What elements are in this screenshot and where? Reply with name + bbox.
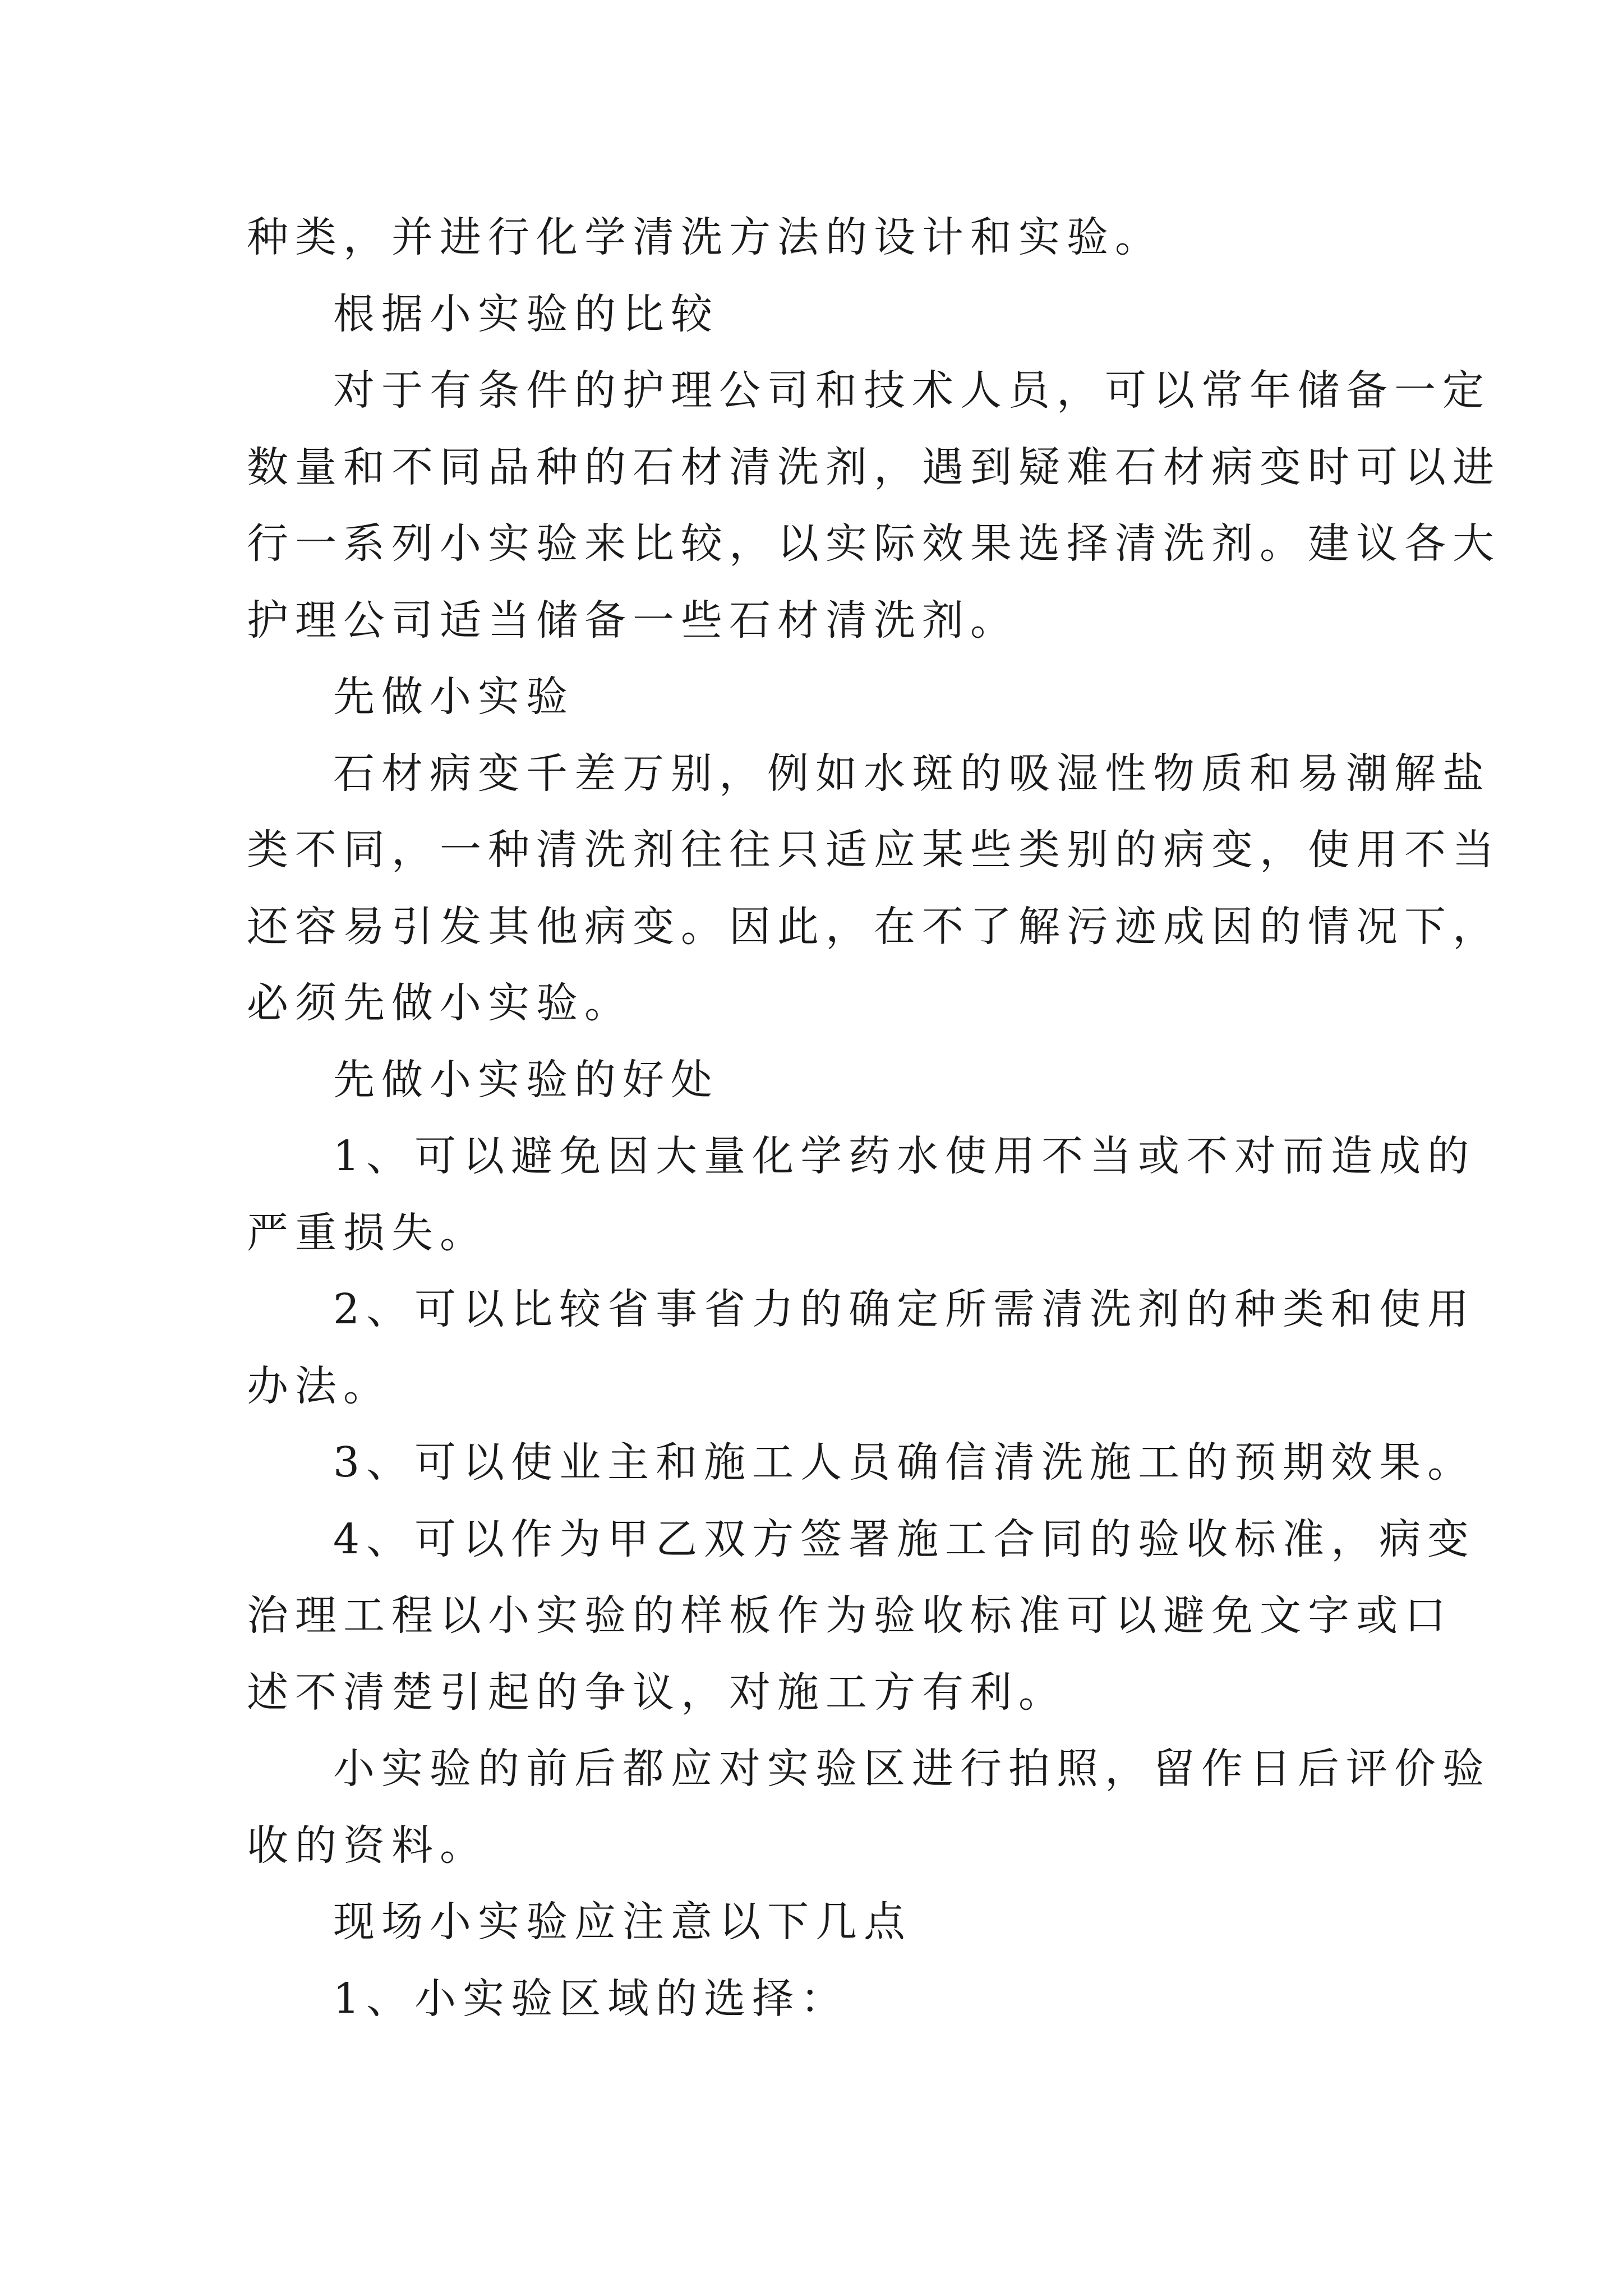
text-line: 办法。 (247, 1361, 391, 1410)
list-item: 1、可以避免因大量化学药水使用不当或不对而造成的 (333, 1132, 1476, 1180)
text-line: 必须先做小实验。 (247, 979, 633, 1027)
text-line: 小实验的前后都应对实验区进行拍照，留作日后评价验 (333, 1745, 1491, 1793)
list-item: 1、小实验区域的选择： (333, 1974, 849, 2023)
text-line: 种类，并进行化学清洗方法的设计和实验。 (247, 213, 1163, 261)
text-line: 护理公司适当储备一些石材清洗剂。 (247, 596, 1018, 645)
section-heading: 先做小实验的好处 (333, 1055, 719, 1104)
list-item: 3、可以使业主和施工人员确信清洗施工的预期效果。 (333, 1438, 1476, 1487)
text-line: 行一系列小实验来比较，以实际效果选择清洗剂。建议各大 (247, 519, 1501, 568)
text-line: 对于有条件的护理公司和技术人员，可以常年储备一定 (333, 366, 1491, 415)
document-body (247, 199, 1501, 2037)
text-line: 数量和不同品种的石材清洗剂，遇到疑难石材病变时可以进 (247, 443, 1501, 491)
text-line: 还容易引发其他病变。因此，在不了解污迹成因的情况下， (247, 902, 1501, 951)
text-line: 述不清楚引起的争议，对施工方有利。 (247, 1668, 1067, 1717)
section-heading: 根据小实验的比较 (333, 289, 719, 338)
section-heading: 现场小实验应注意以下几点 (333, 1898, 912, 1946)
text-line: 类不同，一种清洗剂往往只适应某些类别的病变，使用不当 (247, 826, 1501, 874)
list-item: 4、可以作为甲乙双方签署施工合同的验收标准，病变 (333, 1515, 1476, 1563)
text-line: 严重损失。 (247, 1208, 488, 1257)
list-item: 2、可以比较省事省力的确定所需清洗剂的种类和使用 (333, 1285, 1476, 1333)
section-heading: 先做小实验 (333, 673, 574, 721)
text-line: 石材病变千差万别，例如水斑的吸湿性物质和易潮解盐 (333, 749, 1491, 798)
text-line: 收的资料。 (247, 1821, 488, 1870)
text-line: 治理工程以小实验的样板作为验收标准可以避免文字或口 (247, 1591, 1453, 1640)
